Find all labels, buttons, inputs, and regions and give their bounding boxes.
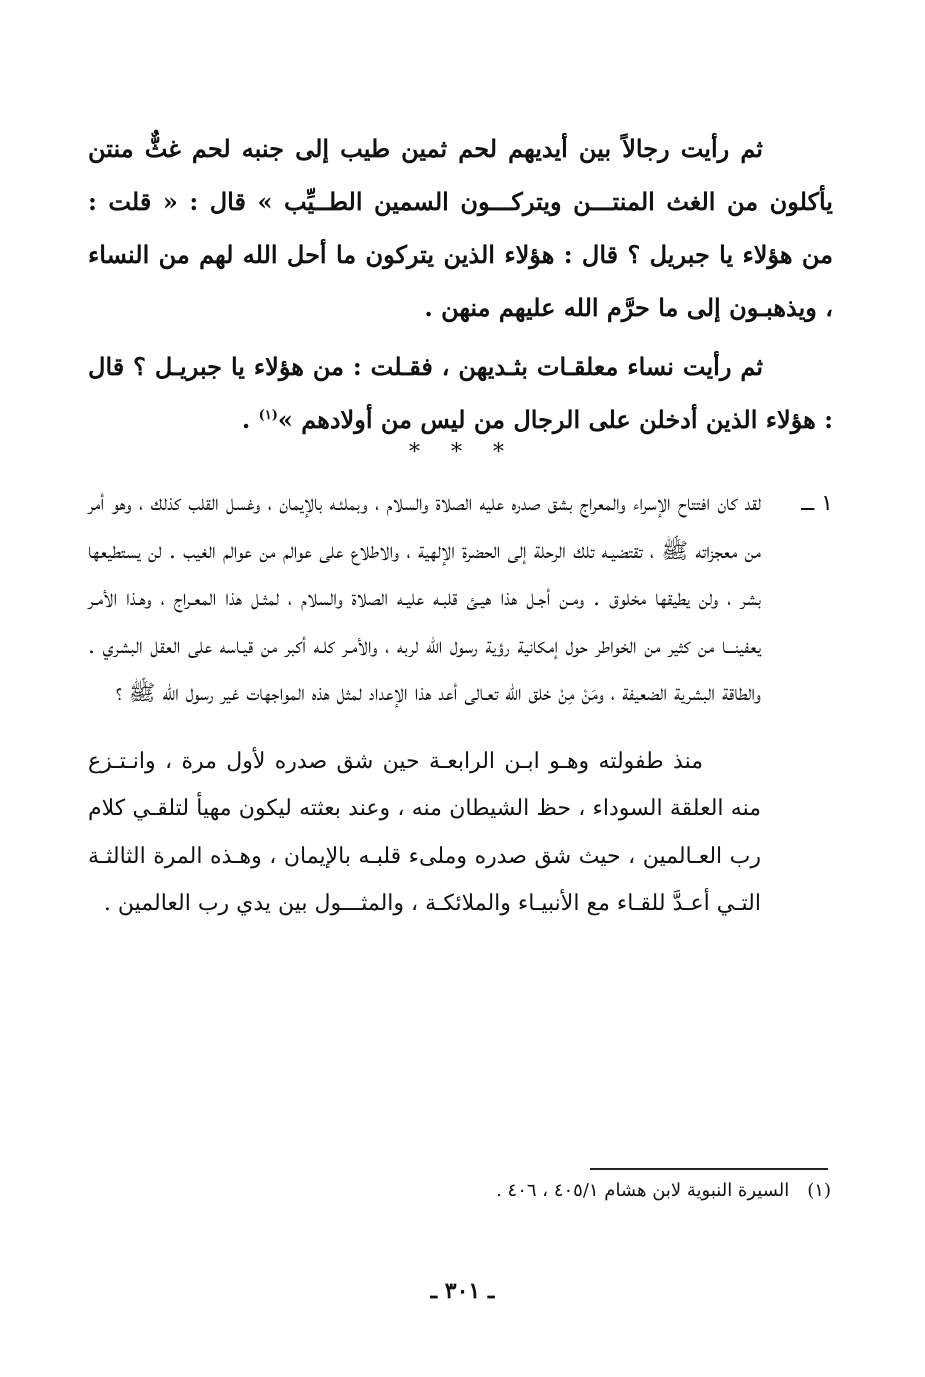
main-paragraph-2-end: . <box>241 405 259 434</box>
main-text <box>88 122 833 446</box>
note-item-1 <box>88 480 833 718</box>
footnote-text: السيرة النبوية لابن هشام ٤٠٥/١ ، ٤٠٦ . <box>496 1180 790 1201</box>
footnote-divider <box>590 1168 828 1170</box>
note-number: ١ ــ <box>801 491 833 516</box>
note-paragraph-2: منذ طفولته وهـو ابـن الرابعـة حين شق صدره لأول مرة ، وانـتـزع منه العلقة السوداء ، حظ الشيطان منه ، وعند بعثته ليكون مهيأ لتلقـي كلام رب العـالمين ، حيث شق صدره وملىء قلبـه بالإيمان ، وهـذه المرة الثالثـة التـي أعـدَّ للقـاء مع الأنبيـاء والملائكـة ، والمثـــول بين يدي رب العالمين . <box>88 748 761 916</box>
main-paragraph-2-text: ثم رأيت نساء معلقـات بثـديهن ، فقـلت : من هؤلاء يا جبريـل ؟ قال : هؤلاء الذين أدخلن على الرجال من ليس من أولادهم » <box>88 352 833 434</box>
footnote <box>496 1180 831 1201</box>
note-paragraph-1: لقد كان افتتاح الإسراء والمعراج بشق صدره عليه الصلاة والسلام ، وبملئـه بالإيمان ، وغسل القلب كذلك ، وهو أمر من معجزاته ﷺ ، تقتضيـه تلك الرحلة إلى الحضرة الإلهية ، والاطلاع على عوالم من عوالم الغيب . لن يستطيعها بشر ، ولن يطيقها مخلوق . ومـن أجـل هذا هيـئ قلبـه عليـه الصلاة والسلام ، لمثـل هذا المعـراج ، وهـذا الأمـر يعفينـــا من كثير من الخواطر حول إمكانية رؤية رسول الله لربه ، والأمـر كلـه أكبر من قيـاسه على العقل البشري . والطاقة البشرية الضعيفة ، ومَنْ مِنْ خلق الله تعـالى أعد هذا الإعداد لمثل هذه المواجهات غير رسول الله ﷺ ؟ <box>88 491 761 706</box>
page-number: ـ ٣٠١ ـ <box>430 1278 495 1304</box>
footnote-number: (١) <box>807 1180 831 1201</box>
section-separator: * * * <box>409 440 516 465</box>
footnote-reference: (١) <box>258 408 278 423</box>
main-paragraph-2 <box>88 340 833 446</box>
main-paragraph-1: ثم رأيت رجالاً بين أيديهم لحم ثمين طيب إلى جنبه لحم غثٌّ منتن يأكلون من الغث المنتـــن ويتركـــون السمين الطــيِّب » قال : « قلت : من هؤلاء يا جبريل ؟ قال : هؤلاء الذين يتركون ما أحل الله لهم من النساء ، ويذهبـون إلى ما حرَّم الله عليهم منهن . <box>88 134 833 322</box>
commentary-note <box>88 480 833 928</box>
